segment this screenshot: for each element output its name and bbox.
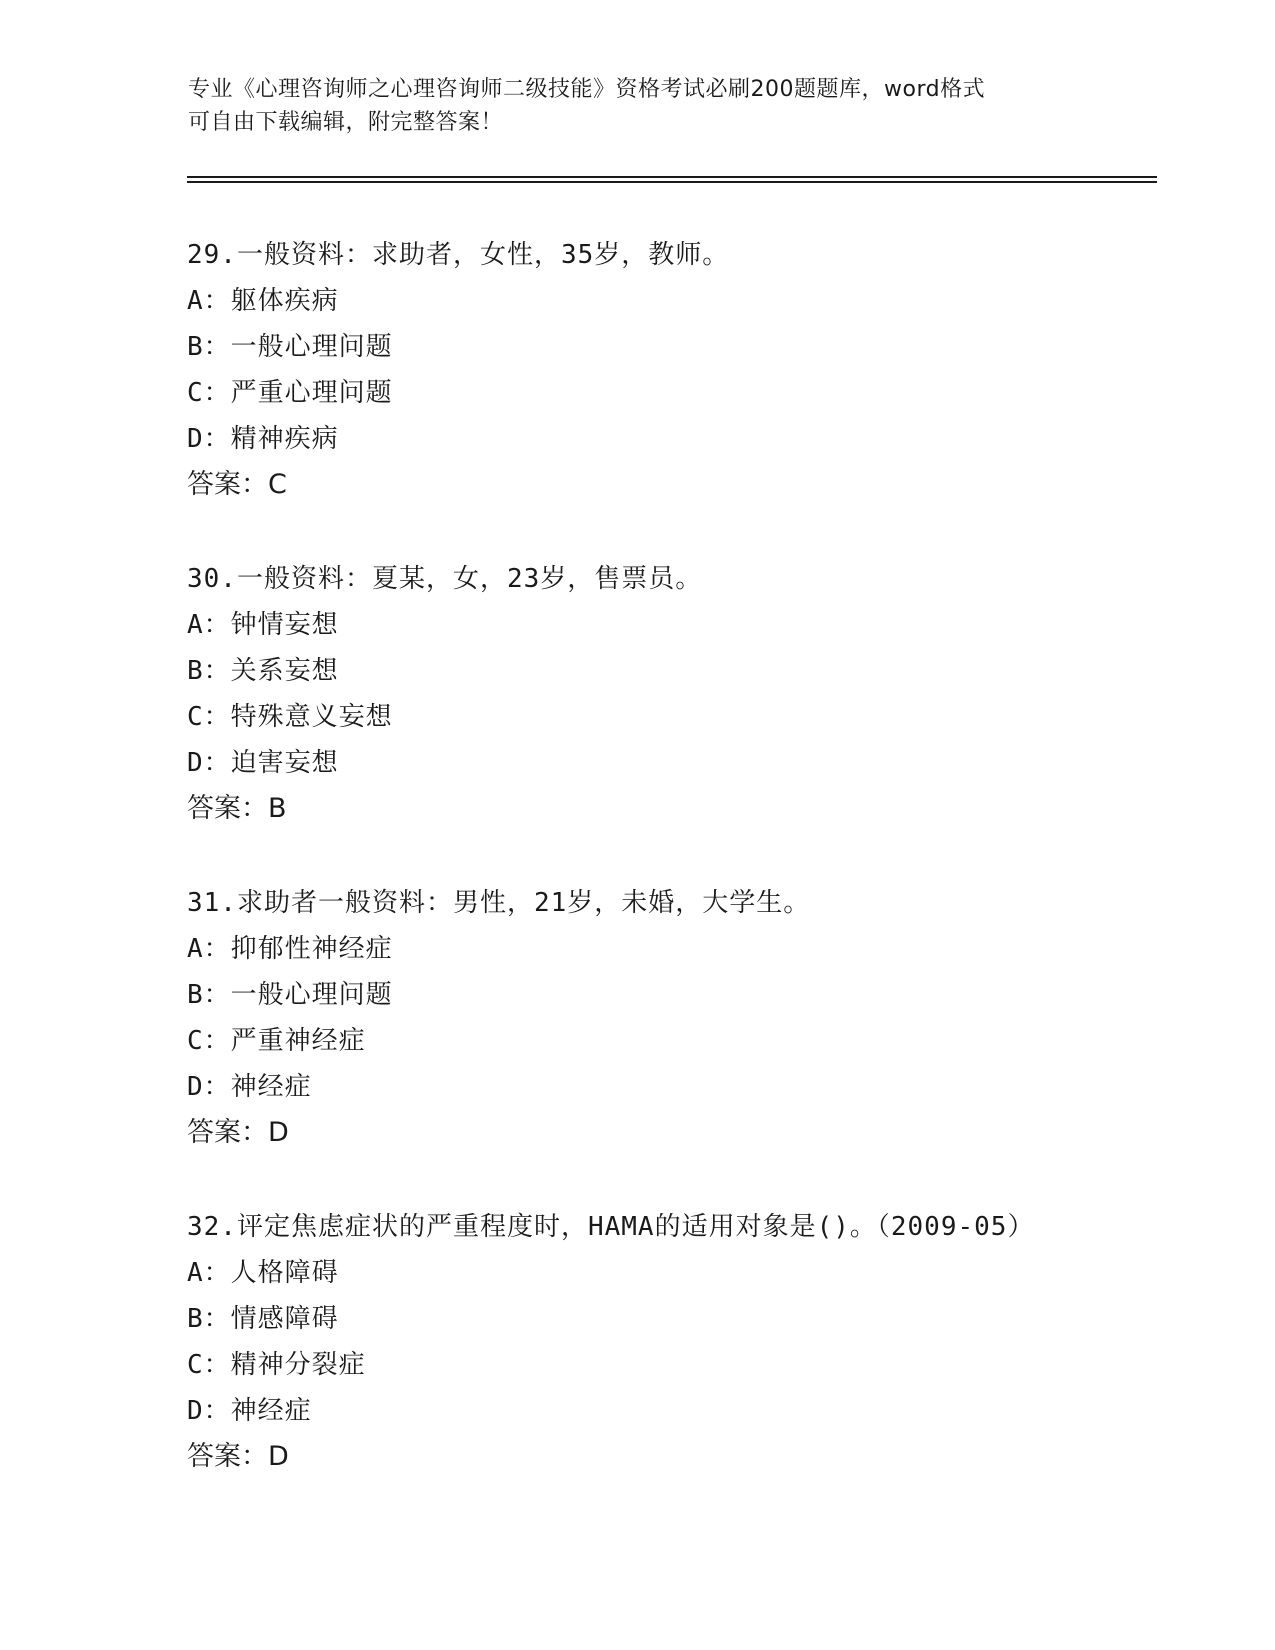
option-a: A：钟情妄想: [187, 610, 339, 640]
header-line-2: 可自由下载编辑，附完整答案！: [188, 110, 504, 135]
option-c: C：严重心理问题: [187, 378, 393, 408]
question-block: [187, 1204, 1167, 1480]
option-b: B：情感障碍: [187, 1304, 339, 1334]
question-block: [187, 880, 1167, 1156]
answer-line: 答案：D: [187, 1117, 289, 1148]
option-d: D：精神疾病: [187, 424, 339, 454]
option-a: A：躯体疾病: [187, 286, 339, 316]
question-block: [187, 556, 1167, 832]
document-header: [188, 73, 1088, 139]
option-d: D：神经症: [187, 1072, 312, 1102]
option-c: C：严重神经症: [187, 1026, 366, 1056]
header-divider-top: [187, 176, 1157, 178]
option-a: A：抑郁性神经症: [187, 934, 393, 964]
answer-line: 答案：B: [187, 793, 287, 824]
option-b: B：一般心理问题: [187, 332, 393, 362]
answer-line: 答案：D: [187, 1441, 289, 1472]
option-d: D：迫害妄想: [187, 748, 339, 778]
option-b: B：关系妄想: [187, 656, 339, 686]
question-list: [187, 232, 1167, 1528]
option-c: C：精神分裂症: [187, 1350, 366, 1380]
question-text: 30.一般资料：夏某，女，23岁，售票员。: [187, 564, 703, 594]
option-d: D：神经症: [187, 1396, 312, 1426]
question-text: 29.一般资料：求助者，女性，35岁，教师。: [187, 240, 730, 270]
answer-line: 答案：C: [187, 469, 287, 500]
question-text: 32.评定焦虑症状的严重程度时，HAMA的适用对象是()。（2009-05）: [187, 1212, 1035, 1242]
header-divider-bottom: [187, 181, 1157, 183]
option-a: A：人格障碍: [187, 1258, 339, 1288]
header-line-1: 专业《心理咨询师之心理咨询师二级技能》资格考试必刷200题题库，word格式: [188, 77, 986, 102]
option-b: B：一般心理问题: [187, 980, 393, 1010]
question-text: 31.求助者一般资料：男性，21岁，未婚，大学生。: [187, 888, 811, 918]
question-block: [187, 232, 1167, 508]
option-c: C：特殊意义妄想: [187, 702, 393, 732]
